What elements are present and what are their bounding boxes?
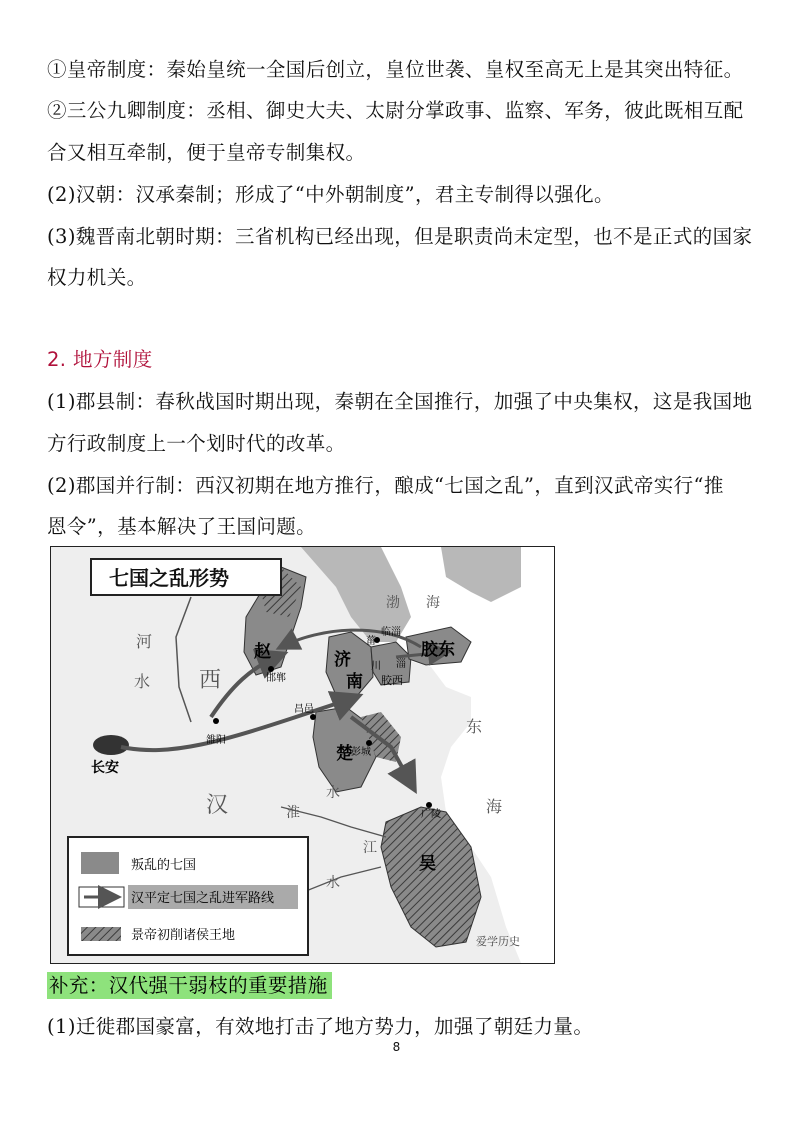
paragraph-wei-jin-b: 权力机关。 xyxy=(47,266,147,289)
label-changan: 长安 xyxy=(91,760,119,776)
paragraph-wei-jin-a: (3)魏晋南北朝时期：三省机构已经出现，但是职责尚未定型，也不是正式的国家 xyxy=(47,225,753,248)
label-jinan-2: 南 xyxy=(346,672,363,692)
label-shui2: 水 xyxy=(326,785,340,801)
luoyang-dot xyxy=(213,718,219,724)
label-han: 汉 xyxy=(206,793,229,818)
label-shui: 水 xyxy=(134,672,151,691)
paragraph-three-lords-a: ②三公九卿制度：丞相、御史大夫、太尉分掌政事、监察、军务，彼此既相互配 xyxy=(47,99,744,122)
paragraph-three-lords-b: 合又相互牵制，便于皇帝专制集权。 xyxy=(47,141,366,164)
changan-marker xyxy=(93,735,129,755)
label-wu: 吴 xyxy=(419,854,436,874)
paragraph-junguo-a: (2)郡国并行制：西汉初期在地方推行，酿成“七国之乱”，直到汉武帝实行“推 xyxy=(47,474,724,497)
label-jinan-1: 济 xyxy=(334,650,351,670)
label-huai: 淮 xyxy=(286,805,300,821)
legend-rebel: 叛乱的七国 xyxy=(131,858,197,873)
label-changyi: 昌邑 xyxy=(294,704,314,715)
label-handan: 邯郸 xyxy=(266,673,286,684)
paragraph-junxian-b: 方行政制度上一个划时代的改革。 xyxy=(47,432,346,455)
pengcheng-dot xyxy=(366,740,372,746)
label-bo: 渤 xyxy=(386,595,400,611)
label-shui3: 水 xyxy=(326,875,340,891)
paragraph-han-dynasty: (2)汉朝：汉承秦制；形成了“中外朝制度”，君主专制得以强化。 xyxy=(47,183,614,206)
label-dong: 东 xyxy=(466,717,483,736)
paragraph-junxian-a: (1)郡县制：春秋战国时期出现，秦朝在全国推行，加强了中央集权，这是我国地 xyxy=(47,390,753,413)
section-heading-local-system: 2. 地方制度 xyxy=(47,348,153,371)
paragraph-emperor-system: ①皇帝制度：秦始皇统一全国后创立，皇位世袭、皇权至高无上是其突出特征。 xyxy=(47,58,744,81)
legend-rebel-swatch xyxy=(81,852,119,874)
paragraph-junguo-b: 恩令”，基本解决了王国问题。 xyxy=(47,515,317,538)
supplement-highlight: 补充：汉代强干弱枝的重要措施 xyxy=(47,972,332,999)
label-zhao: 赵 xyxy=(254,642,271,662)
label-jiaoxi: 胶西 xyxy=(381,674,403,687)
page-number: 8 xyxy=(392,1040,401,1054)
watermark: 爱学历史 xyxy=(476,935,520,948)
label-zi: 淄 xyxy=(396,659,406,670)
legend-route: 汉平定七国之乱进军路线 xyxy=(131,891,275,906)
label-he: 河 xyxy=(136,632,153,651)
label-jiaodong: 胶东 xyxy=(421,640,455,660)
paragraph-migration: (1)迁徙郡国豪富，有效地打击了地方势力，加强了朝廷力量。 xyxy=(47,1015,594,1038)
label-zichuan: 川 xyxy=(371,661,381,672)
label-linzi: 临淄 xyxy=(381,627,401,638)
label-hai2: 海 xyxy=(486,797,503,816)
supplement-heading xyxy=(47,974,332,998)
label-jiaoxi-city: 菑 xyxy=(366,636,376,647)
guangling-dot xyxy=(426,802,432,808)
label-xi: 西 xyxy=(199,668,222,693)
label-guangling: 广陵 xyxy=(421,809,441,820)
label-jiang: 江 xyxy=(363,840,377,856)
seven-states-rebellion-map xyxy=(50,546,555,964)
label-pengcheng: 彭城 xyxy=(351,747,371,758)
label-luoyang: 雒阳 xyxy=(206,735,226,746)
map-title: 七国之乱形势 xyxy=(109,566,229,590)
handan-dot xyxy=(268,666,274,672)
label-chu: 楚 xyxy=(336,744,353,764)
legend-jingdi: 景帝初削诸侯王地 xyxy=(131,928,236,943)
legend-jingdi-swatch xyxy=(81,927,121,941)
yellow-river xyxy=(176,597,191,722)
label-hai: 海 xyxy=(426,595,440,611)
